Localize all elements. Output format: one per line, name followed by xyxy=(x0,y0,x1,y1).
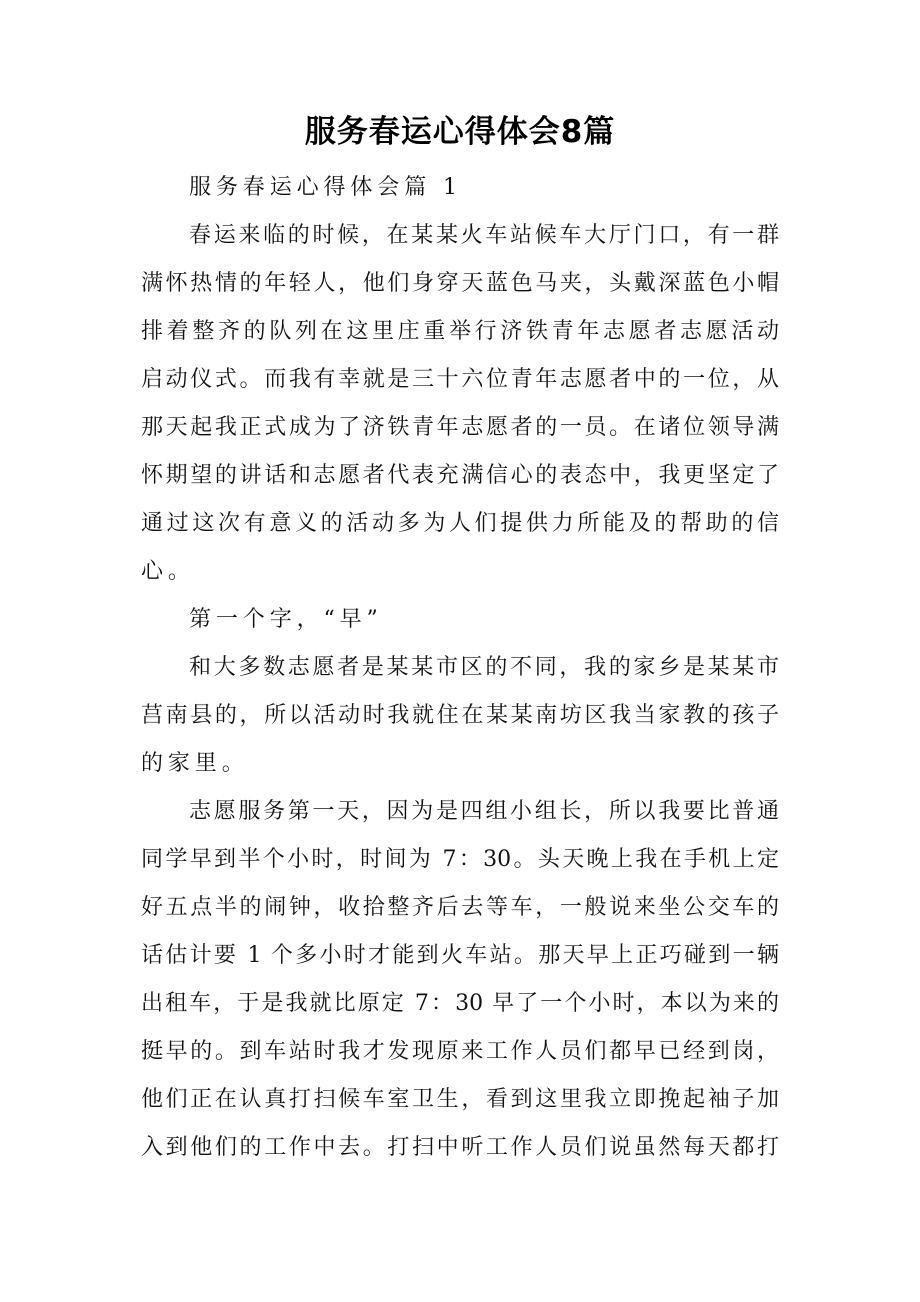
paragraph-line: 出租车，于是我就比原定 7：30 早了一个小时，本以为来的 xyxy=(141,991,779,1016)
paragraph-line: 话估计要 1 个多小时才能到火车站。那天早上正巧碰到一辆 xyxy=(141,943,779,968)
paragraph-line: 怀期望的讲话和志愿者代表充满信心的表态中，我更坚定了 xyxy=(141,463,779,488)
paragraph-line: 入到他们的工作中去。打扫中听工作人员们说虽然每天都打 xyxy=(141,1135,779,1160)
document-body xyxy=(141,164,781,1172)
paragraph-line: 志愿服务第一天，因为是四组小组长，所以我要比普通 xyxy=(189,799,779,824)
document-title: 服务春运心得体会8篇 xyxy=(304,114,616,150)
paragraph-line: 同学早到半个小时，时间为 7：30。头天晚上我在手机上定 xyxy=(141,847,779,872)
paragraph-line: 莒南县的，所以活动时我就住在某某南坊区我当家教的孩子 xyxy=(141,703,779,728)
paragraph-line: 春运来临的时候，在某某火车站候车大厅门口，有一群 xyxy=(189,223,779,248)
paragraph-line: 通过这次有意义的活动多为人们提供力所能及的帮助的信 xyxy=(141,511,779,536)
paragraph-line: 和大多数志愿者是某某市区的不同，我的家乡是某某市 xyxy=(189,655,779,680)
paragraph-line: 的家里。 xyxy=(141,751,249,776)
paragraph-line: 那天起我正式成为了济铁青年志愿者的一员。在诸位领导满 xyxy=(141,415,779,440)
paragraph-line: 排着整齐的队列在这里庄重举行济铁青年志愿者志愿活动 xyxy=(141,319,779,344)
paragraph-line: 服务春运心得体会篇 1 xyxy=(189,175,462,200)
paragraph-line: 启动仪式。而我有幸就是三十六位青年志愿者中的一位，从 xyxy=(141,367,779,392)
paragraph-line: 满怀热情的年轻人，他们身穿天蓝色马夹，头戴深蓝色小帽 xyxy=(141,271,779,296)
paragraph-line: 挺早的。到车站时我才发现原来工作人员们都早已经到岗， xyxy=(141,1039,779,1064)
paragraph-line: 心。 xyxy=(141,559,195,584)
paragraph-line: 第一个字，“早” xyxy=(189,607,383,632)
paragraph-line: 他们正在认真打扫候车室卫生，看到这里我立即挽起袖子加 xyxy=(141,1087,779,1112)
paragraph-line: 好五点半的闹钟，收拾整齐后去等车，一般说来坐公交车的 xyxy=(141,895,779,920)
